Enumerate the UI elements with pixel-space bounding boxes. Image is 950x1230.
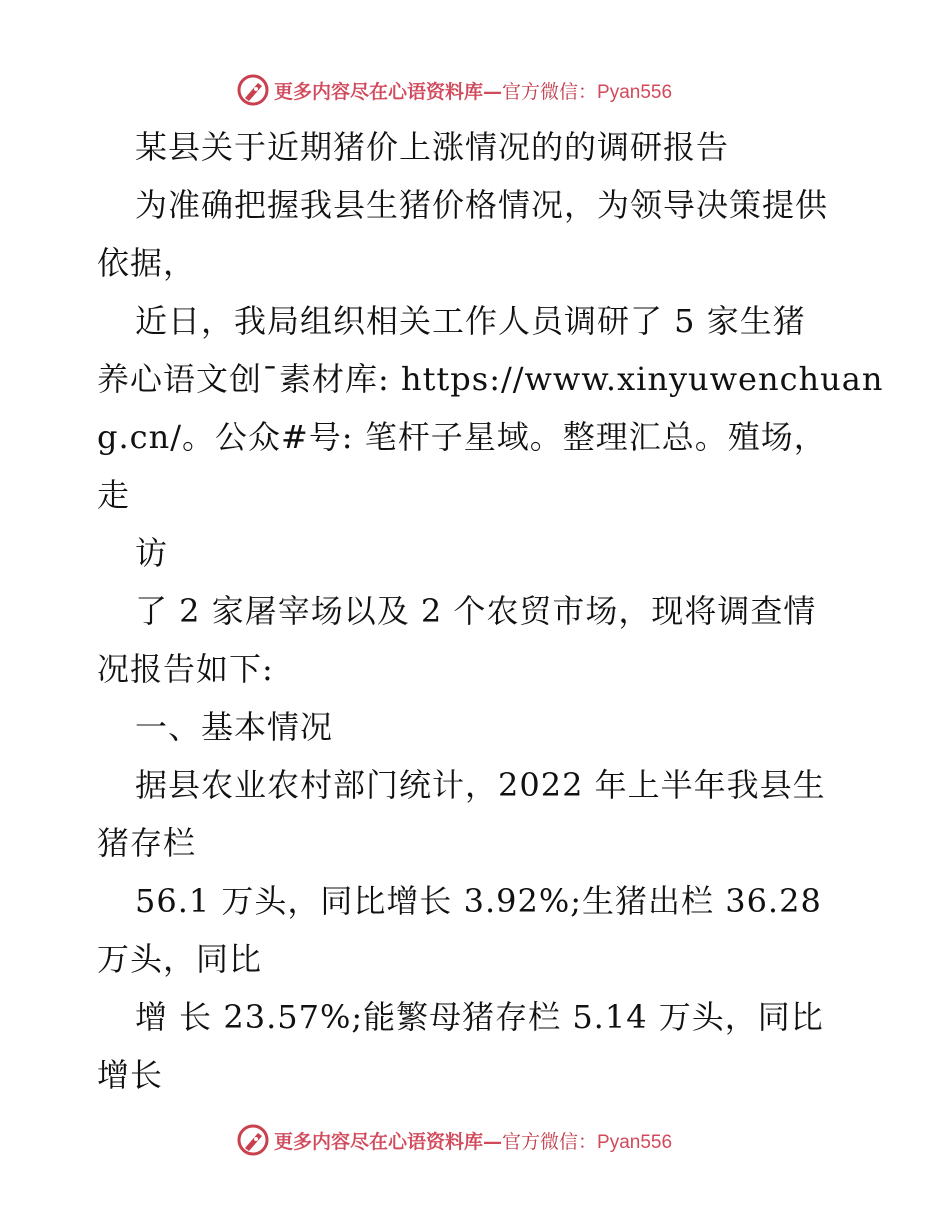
pen-logo-icon — [236, 1123, 270, 1157]
doc-line: 养心语文创¯素材库: https://www.xinyuwenchuan — [97, 360, 884, 398]
pen-logo-icon — [236, 73, 270, 107]
doc-line: 万头，同比 — [97, 940, 263, 978]
header-watermark — [236, 72, 716, 108]
doc-line: 增 长 23.57%;能繁母猪存栏 5.14 万头，同比 — [135, 998, 824, 1036]
doc-line: 56.1 万头，同比增长 3.92%;生猪出栏 36.28 — [135, 882, 822, 920]
banner-wx-label: 官方微信： — [502, 1130, 598, 1153]
doc-line: 了 2 家屠宰场以及 2 个农贸市场，现将调查情 — [135, 592, 817, 630]
banner-wx-label: 官方微信： — [502, 80, 598, 103]
banner-dash: — — [483, 1130, 503, 1153]
doc-line: 走 — [97, 476, 131, 514]
doc-line: 为准确把握我县生猪价格情况，为领导决策提供 — [135, 186, 829, 224]
banner-main-text: 更多内容尽在心语资料库 — [274, 1130, 484, 1153]
banner-wx-id: Pyan556 — [597, 81, 673, 103]
banner-dash: — — [483, 80, 503, 103]
doc-line: 依据， — [97, 244, 197, 282]
doc-line: 增长 — [97, 1056, 164, 1094]
doc-line: 猪存栏 — [97, 824, 197, 862]
document-body — [97, 118, 884, 1104]
doc-line: 近日，我局组织相关工作人员调研了 5 家生猪 — [135, 302, 806, 340]
doc-line: 据县农业农村部门统计，2022 年上半年我县生 — [135, 766, 826, 804]
doc-line: 况报告如下: — [97, 650, 274, 688]
section-heading: 一、基本情况 — [135, 708, 334, 746]
footer-watermark — [236, 1122, 716, 1158]
doc-line: g.cn/。公众#号: 笔杆子星域。整理汇总。殖场， — [97, 418, 827, 456]
doc-title: 某县关于近期猪价上涨情况的的调研报告 — [135, 128, 730, 166]
banner-main-text: 更多内容尽在心语资料库 — [274, 80, 484, 103]
banner-wx-id: Pyan556 — [597, 1131, 673, 1153]
doc-line: 访 — [135, 534, 169, 572]
